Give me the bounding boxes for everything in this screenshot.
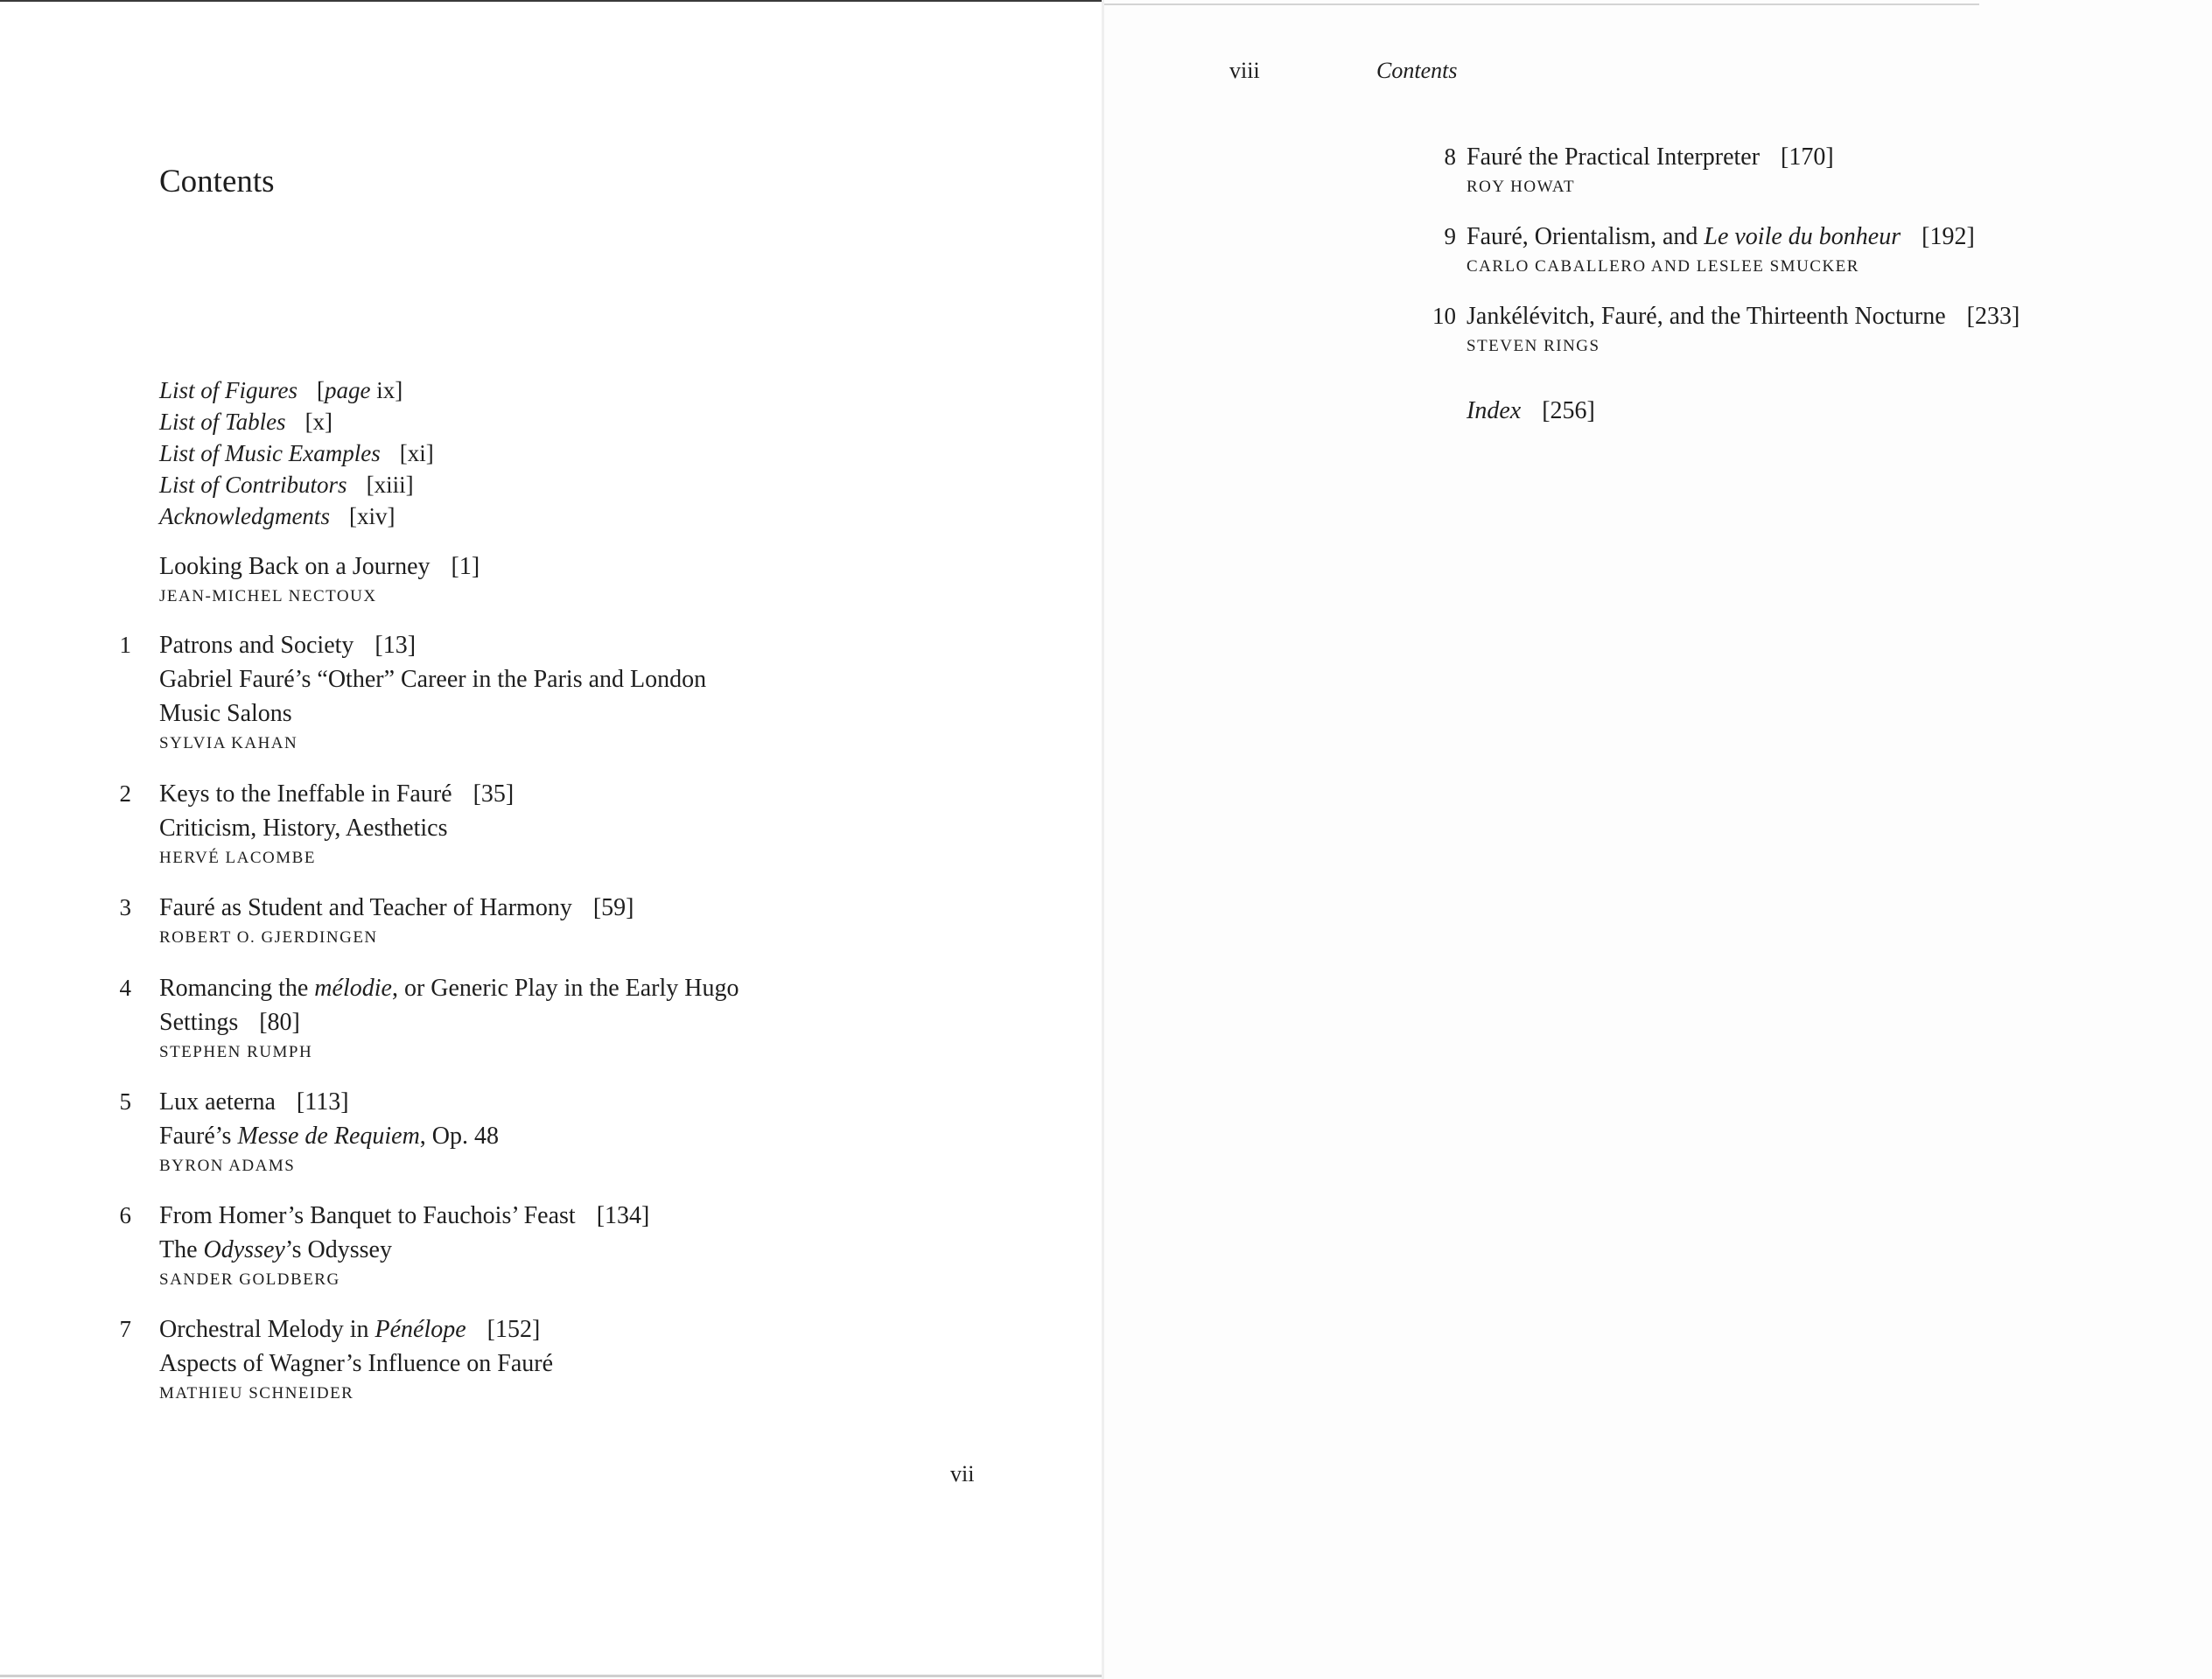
toc-entry-index xyxy=(1466,394,2212,428)
chapter-number: 8 xyxy=(1444,143,1456,170)
entry-title-line xyxy=(159,1199,649,1233)
chapter-number: 10 xyxy=(1432,303,1456,329)
chapter-number: 2 xyxy=(119,780,131,807)
front-matter-page: [xiv] xyxy=(348,503,396,529)
front-matter-item xyxy=(159,500,434,532)
front-matter-item xyxy=(159,437,434,469)
entry-title-italic: Pénélope xyxy=(374,1316,466,1343)
chapter-number: 9 xyxy=(1444,223,1456,249)
page-bottom-edge xyxy=(0,1675,1104,1677)
page-word: page xyxy=(325,377,371,403)
entry-title: Jankélévitch, Fauré, and the Thirteenth Nocturne xyxy=(1466,303,1946,330)
entry-page: [233] xyxy=(1966,303,2020,330)
chapter-number: 5 xyxy=(119,1088,131,1115)
entry-author: STEVEN RINGS xyxy=(1466,337,1600,355)
chapter-number: 1 xyxy=(119,632,131,658)
front-matter-title: List of Figures xyxy=(159,377,298,403)
entry-subtitle: Gabriel Fauré’s “Other” Career in the Paris and London xyxy=(159,666,707,693)
front-matter-page: [x] xyxy=(304,409,333,435)
page-edge-line xyxy=(0,0,1104,2)
entry-title-line xyxy=(1466,140,1834,174)
chapter-number: 3 xyxy=(119,894,131,920)
front-matter-list xyxy=(159,374,434,532)
entry-title: , or Generic Play in the Early Hugo xyxy=(391,975,739,1002)
entry-title-line xyxy=(159,971,739,1005)
front-matter-title: Acknowledgments xyxy=(159,503,330,529)
front-matter-item xyxy=(159,406,434,437)
chapter-number: 7 xyxy=(119,1316,131,1342)
entry-author: HERVÉ LACOMBE xyxy=(159,849,316,867)
entry-title-line xyxy=(159,891,634,925)
entry-title-line xyxy=(1466,220,1975,254)
entry-title: Keys to the Ineffable in Fauré xyxy=(159,780,452,808)
entry-title: Romancing the xyxy=(159,975,315,1002)
front-matter-title: List of Music Examples xyxy=(159,440,381,466)
entry-title: Orchestral Melody in xyxy=(159,1316,375,1343)
entry-author: BYRON ADAMS xyxy=(159,1157,296,1175)
entry-subtitle xyxy=(159,1233,649,1267)
chapter-number: 4 xyxy=(119,975,131,1001)
entry-title: Fauré, Orientalism, and xyxy=(1466,223,1704,250)
entry-page: [80] xyxy=(259,1009,300,1036)
entry-title-italic: Le voile du bonheur xyxy=(1704,223,1901,250)
page-title: Contents xyxy=(159,164,275,199)
entry-title: Fauré the Practical Interpreter xyxy=(1466,143,1760,171)
subtitle-italic: Messe de Requiem xyxy=(237,1123,420,1150)
subtitle-italic: Odyssey xyxy=(203,1236,285,1263)
entry-subtitle: Criticism, History, Aesthetics xyxy=(159,815,448,842)
front-matter-item xyxy=(159,374,434,406)
entry-title-line xyxy=(159,777,514,811)
entry-title-line xyxy=(159,1005,739,1039)
entry-title-line xyxy=(1466,299,2020,333)
entry-subtitle: Aspects of Wagner’s Influence on Fauré xyxy=(159,1350,554,1377)
entry-subtitle: Music Salons xyxy=(159,700,292,727)
left-page xyxy=(0,0,1104,1679)
entry-title-italic: Index xyxy=(1466,397,1522,424)
entry-title: Looking Back on a Journey xyxy=(159,553,430,580)
front-matter-title: List of Contributors xyxy=(159,472,347,498)
entry-page: [113] xyxy=(296,1088,349,1116)
entry-title-line xyxy=(159,549,947,584)
entry-author: CARLO CABALLERO AND LESLEE SMUCKER xyxy=(1466,257,1859,276)
entry-page: [170] xyxy=(1781,143,1834,171)
entry-page: [152] xyxy=(486,1316,541,1343)
entry-author: STEPHEN RUMPH xyxy=(159,1043,313,1061)
entry-title-line xyxy=(1466,394,2212,428)
entry-title: From Homer’s Banquet to Fauchois’ Feast xyxy=(159,1202,576,1229)
entry-title: Settings xyxy=(159,1009,239,1036)
entry-title: Patrons and Society xyxy=(159,632,354,659)
toc-entry-prologue xyxy=(159,549,947,610)
entry-author: ROY HOWAT xyxy=(1466,178,1576,196)
subtitle-text: , Op. 48 xyxy=(419,1123,500,1150)
entry-author: MATHIEU SCHNEIDER xyxy=(159,1384,354,1403)
entry-title-line xyxy=(159,628,706,662)
entry-page: [134] xyxy=(596,1202,650,1229)
entry-title: Fauré as Student and Teacher of Harmony xyxy=(159,894,572,921)
subtitle-text: The xyxy=(159,1236,204,1263)
entry-subtitle xyxy=(159,1119,499,1153)
page-prefix: [ xyxy=(317,377,326,403)
entry-page: [13] xyxy=(374,632,416,659)
right-page xyxy=(1104,0,2212,1679)
entry-page: [1] xyxy=(451,553,480,580)
front-matter-page xyxy=(317,377,402,403)
front-matter-page: [xiii] xyxy=(366,472,414,498)
entry-author: SYLVIA KAHAN xyxy=(159,734,298,752)
entry-title-italic: mélodie xyxy=(314,975,392,1002)
entry-title-line xyxy=(159,1085,499,1119)
entry-page: [192] xyxy=(1922,223,1975,250)
running-head: Contents xyxy=(1376,58,1458,83)
subtitle-text: Fauré’s xyxy=(159,1123,238,1150)
entry-page: [256] xyxy=(1542,397,1595,424)
front-matter-page: [xi] xyxy=(399,440,434,466)
page-number: vii xyxy=(950,1461,975,1487)
entry-title: Lux aeterna xyxy=(159,1088,276,1116)
entry-author: ROBERT O. GJERDINGEN xyxy=(159,928,378,947)
page-number: ix] xyxy=(376,377,403,403)
page-number: viii xyxy=(1229,58,1260,83)
front-matter-item xyxy=(159,469,434,500)
entry-author: SANDER GOLDBERG xyxy=(159,1270,340,1289)
entry-page: [59] xyxy=(592,894,634,921)
entry-page: [35] xyxy=(472,780,514,808)
subtitle-text: ’s Odyssey xyxy=(284,1236,392,1263)
chapter-number: 6 xyxy=(119,1202,131,1228)
entry-title-line xyxy=(159,1312,553,1347)
entry-author: JEAN-MICHEL NECTOUX xyxy=(159,587,377,605)
front-matter-title: List of Tables xyxy=(159,409,286,435)
page-edge-line xyxy=(1104,3,1979,5)
